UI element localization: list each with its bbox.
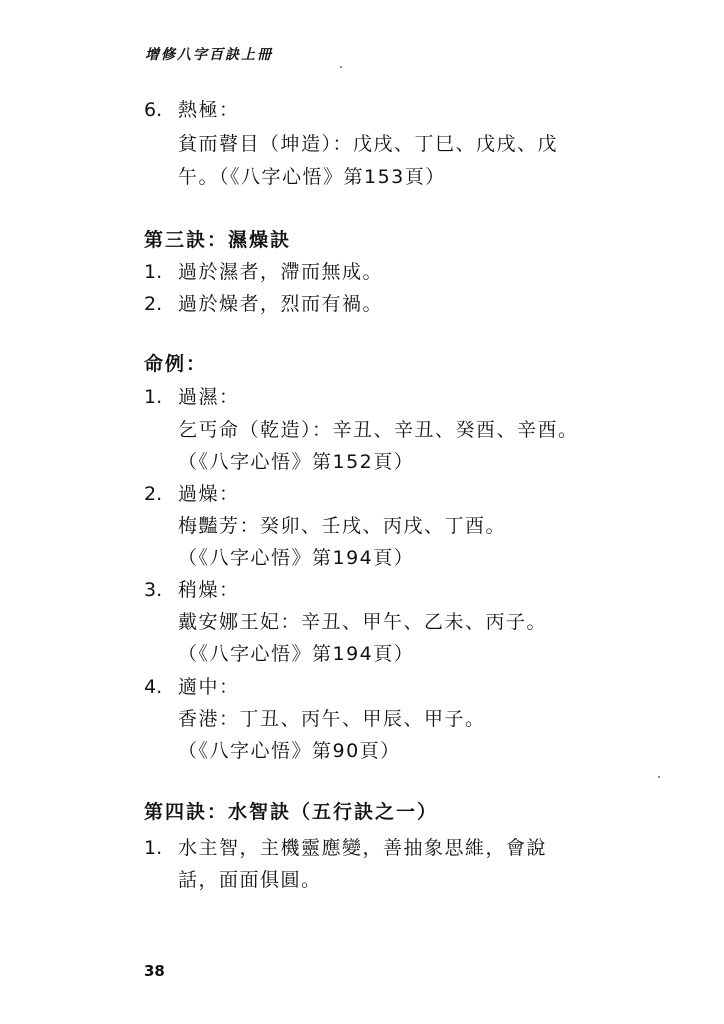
body-line: 乞丐命（乾造）：辛丑、辛丑、癸酉、辛酉。 [178, 419, 579, 441]
item-title: 熱極： [178, 99, 240, 121]
body-line: 水主智，主機靈應變，善抽象思維，會說 [178, 837, 548, 859]
citation-line: （《八字心悟》第90頁） [178, 740, 401, 762]
item-number: 2. [144, 483, 163, 505]
body-line: 午。（《八字心悟》第153頁） [178, 166, 446, 188]
item-number: 1. [144, 386, 163, 408]
body-line: 話，面面俱圓。 [178, 869, 322, 891]
body-line: 戴安娜王妃：辛丑、甲午、乙未、丙子。 [178, 611, 548, 633]
item-title: 過濕： [178, 386, 240, 408]
item-number: 1. [144, 837, 163, 859]
running-header: 增修八字百訣上冊 [145, 47, 273, 63]
body-line: 貧而瞽目（坤造）：戊戌、丁巳、戊戌、戊 [178, 133, 559, 155]
page-number: 38 [144, 962, 165, 980]
citation-line: （《八字心悟》第152頁） [178, 451, 415, 473]
scan-speck [340, 66, 342, 68]
item-number: 1. [144, 261, 163, 283]
body-line: 梅豔芳：癸卯、壬戌、丙戌、丁酉。 [178, 515, 507, 537]
item-number: 2. [144, 293, 163, 315]
scan-speck [658, 776, 660, 778]
section-heading: 第四訣：水智訣（五行訣之一） [144, 801, 439, 823]
item-title: 適中： [178, 676, 240, 698]
body-line: 過於燥者，烈而有禍。 [178, 293, 384, 315]
body-line: 香港：丁丑、丙午、甲辰、甲子。 [178, 708, 486, 730]
item-number: 4. [144, 676, 163, 698]
item-title: 過燥： [178, 483, 240, 505]
citation-line: （《八字心悟》第194頁） [178, 547, 415, 569]
citation-line: （《八字心悟》第194頁） [178, 643, 415, 665]
item-title: 稍燥： [178, 579, 240, 601]
section-heading: 第三訣：濕燥訣 [144, 229, 292, 251]
item-number: 3. [144, 579, 163, 601]
body-line: 過於濕者，滯而無成。 [178, 261, 384, 283]
section-heading: 命例： [144, 353, 208, 375]
item-number: 6. [144, 99, 163, 121]
